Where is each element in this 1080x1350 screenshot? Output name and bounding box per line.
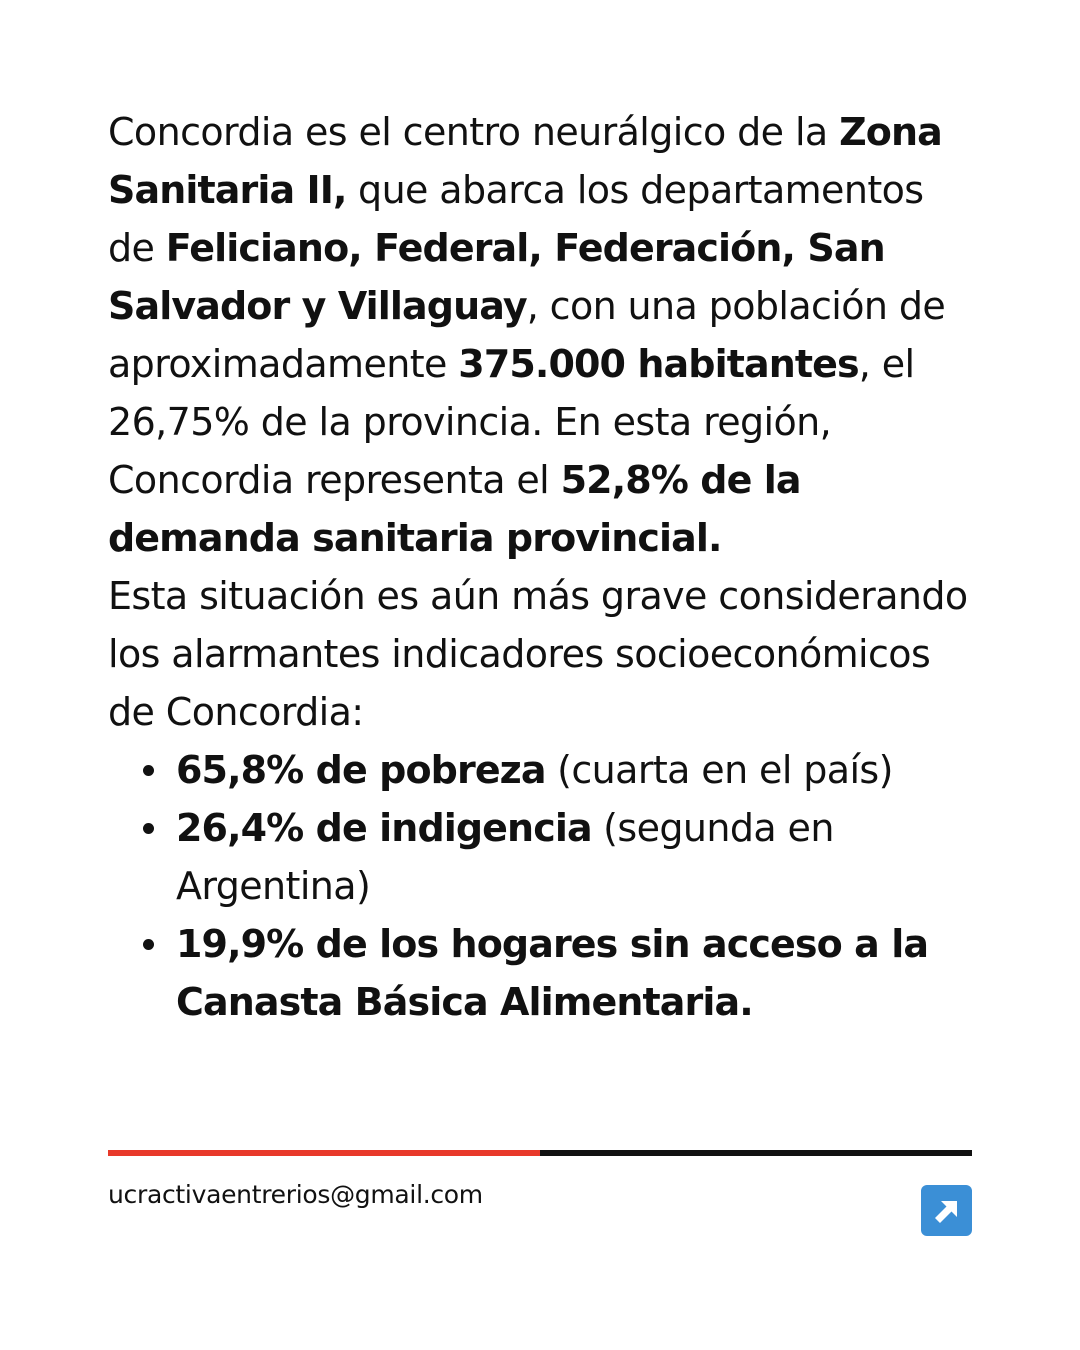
- divider-red-segment: [108, 1150, 540, 1156]
- demanda-highlight: 52,8% de la demanda sanitaria provincial.: [108, 458, 801, 560]
- footer-divider: [108, 1150, 972, 1156]
- list-item-bold: 26,4% de indigencia: [176, 806, 592, 850]
- arrow-up-right-icon: [932, 1196, 962, 1226]
- intro-text-4: , el 26,75% de la provincia. En esta región, Concordia representa el: [108, 342, 915, 502]
- list-item-bold: 19,9% de los hogares sin acceso a la Canasta Básica Alimentaria.: [176, 922, 929, 1024]
- contact-email: ucractivaentrerios@gmail.com: [108, 1180, 483, 1209]
- list-item-bold: 65,8% de pobreza: [176, 748, 546, 792]
- zona-sanitaria-highlight: Zona Sanitaria II,: [108, 110, 942, 212]
- list-item-text: (segunda en Argentina): [176, 806, 834, 908]
- departamentos-highlight: Feliciano, Federal, Federación, San Salvador y Villaguay: [108, 226, 885, 328]
- intro-text-3: , con una población de aproximadamente: [108, 284, 946, 386]
- indicators-list: [108, 741, 978, 1031]
- intro-text-2: que abarca los departamentos de: [108, 168, 924, 270]
- main-text: [108, 103, 978, 1031]
- intro-text-1: Concordia es el centro neurálgico de la: [108, 110, 840, 154]
- intro-paragraph: [108, 103, 978, 567]
- divider-black-segment: [540, 1150, 972, 1156]
- share-button[interactable]: [921, 1185, 972, 1236]
- list-item-text: (cuarta en el país): [545, 748, 893, 792]
- list-item: [176, 741, 978, 799]
- context-paragraph: Esta situación es aún más grave considerando los alarmantes indicadores socioeconómicos de Concordia:: [108, 574, 968, 734]
- habitantes-highlight: 375.000 habitantes: [458, 342, 859, 386]
- list-item: [176, 915, 978, 1031]
- list-item: [176, 799, 978, 915]
